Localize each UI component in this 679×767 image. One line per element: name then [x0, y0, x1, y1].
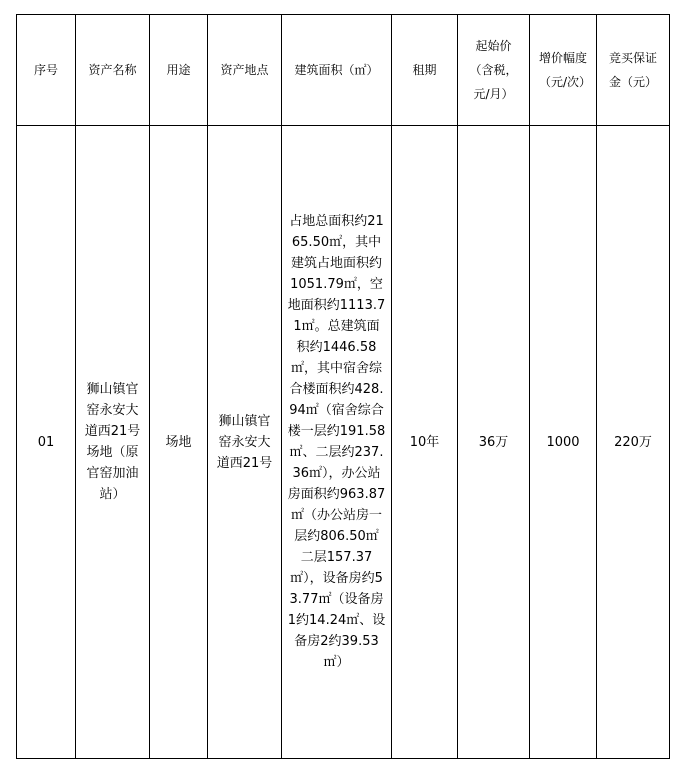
header-asset-name: 资产名称 — [76, 15, 150, 126]
cell-location: 狮山镇官窑永安大道西21号 — [208, 126, 282, 759]
cell-asset-name: 狮山镇官窑永安大道西21号场地（原官窑加油站） — [76, 126, 150, 759]
header-location: 资产地点 — [208, 15, 282, 126]
header-building-area: 建筑面积（㎡） — [282, 15, 392, 126]
header-starting-price: 起始价（含税，元/月） — [458, 15, 530, 126]
header-index: 序号 — [17, 15, 76, 126]
table-row — [17, 126, 670, 759]
table-header-row — [17, 15, 670, 126]
cell-usage: 场地 — [150, 126, 208, 759]
header-deposit: 竞买保证金（元） — [597, 15, 670, 126]
cell-deposit: 220万 — [597, 126, 670, 759]
header-usage: 用途 — [150, 15, 208, 126]
cell-building-area: 占地总面积约2165.50㎡，其中建筑占地面积约1051.79㎡，空地面积约1113.71㎡。总建筑面积约1446.58㎡，其中宿舍综合楼面积约428.94㎡（宿舍综合楼一层约191.58㎡、二层约237.36㎡），办公站房面积约963.87㎡（办公站房一层约806.50㎡ 二层157.37㎡），设备房约53.77㎡（设备房1约14.24㎡、设备房2约39.53㎡） — [282, 126, 392, 759]
cell-starting-price: 36万 — [458, 126, 530, 759]
cell-lease-term: 10年 — [392, 126, 458, 759]
asset-auction-table — [16, 14, 670, 759]
header-lease-term: 租期 — [392, 15, 458, 126]
cell-index: 01 — [17, 126, 76, 759]
header-increment: 增价幅度（元/次） — [530, 15, 597, 126]
cell-increment: 1000 — [530, 126, 597, 759]
